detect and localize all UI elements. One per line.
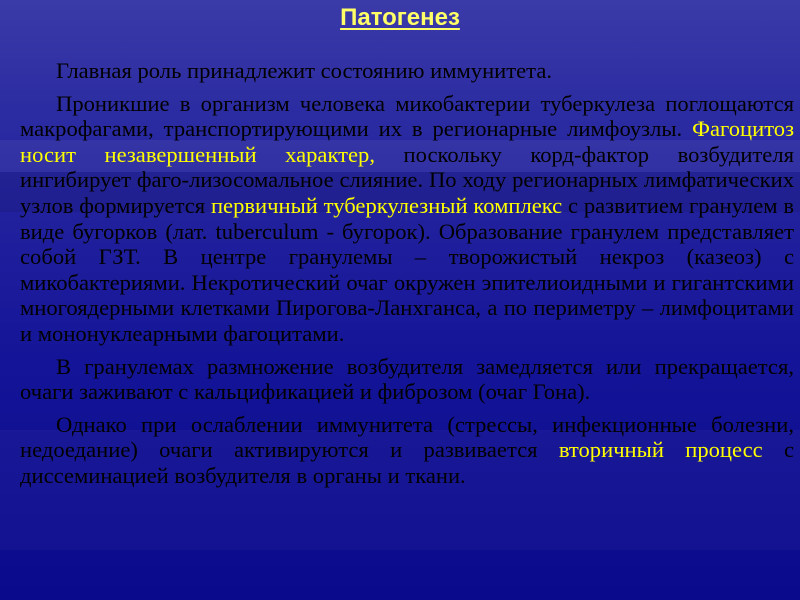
page-title: Патогенез xyxy=(340,4,460,31)
paragraph-main-role xyxy=(20,58,794,84)
text-segment: с развитием гранулем в виде бугорков (лат. tuberculum - бугорок). Образование гранулем представляет собой ГЗТ. В центре гранулемы – творожистый некроз (казеоз) с микобактериями. Некротический очаг окружен эпителиоидными и гигантскими многоядерными клетками Пирогова-Ланхганса, а по периметру – лимфоцитами и мононуклеарными фагоцитами. xyxy=(20,192,795,346)
text-segment: В гранулемах размножение возбудителя замедляется или прекращается, очаги заживают с кальцификацией и фиброзом (очаг Гона). xyxy=(20,353,794,405)
paragraph-reactivation xyxy=(20,412,794,489)
text-segment: поскольку корд-фактор возбудителя ингибирует фаго-лизосомальное слияние. По ходу регионарных лимфатических узлов формируется xyxy=(20,141,794,218)
slide-body xyxy=(20,58,794,496)
highlight-phagocytosis: Фагоцитоз носит незавершенный характер, xyxy=(20,116,794,167)
text-segment: с диссеминацией возбудителя в органы и ткани. xyxy=(20,437,794,488)
text-segment: Главная роль принадлежит состоянию иммунитета. xyxy=(56,58,552,83)
text-segment: Однако при ослаблении иммунитета (стрессы, инфекционные болезни, недоедание) очаги активируются и развивается xyxy=(20,411,794,463)
highlight-secondary-process: вторичный процесс xyxy=(558,437,763,463)
paragraph-penetration xyxy=(20,91,794,347)
paragraph-granulomas xyxy=(20,354,794,405)
highlight-primary-complex: первичный туберкулезный комплекс xyxy=(210,192,563,218)
text-segment: Проникшие в организм человека микобактерии туберкулеза поглощаются макрофагами, транспортирующими их в регионарные лимфоузлы. xyxy=(20,90,794,142)
